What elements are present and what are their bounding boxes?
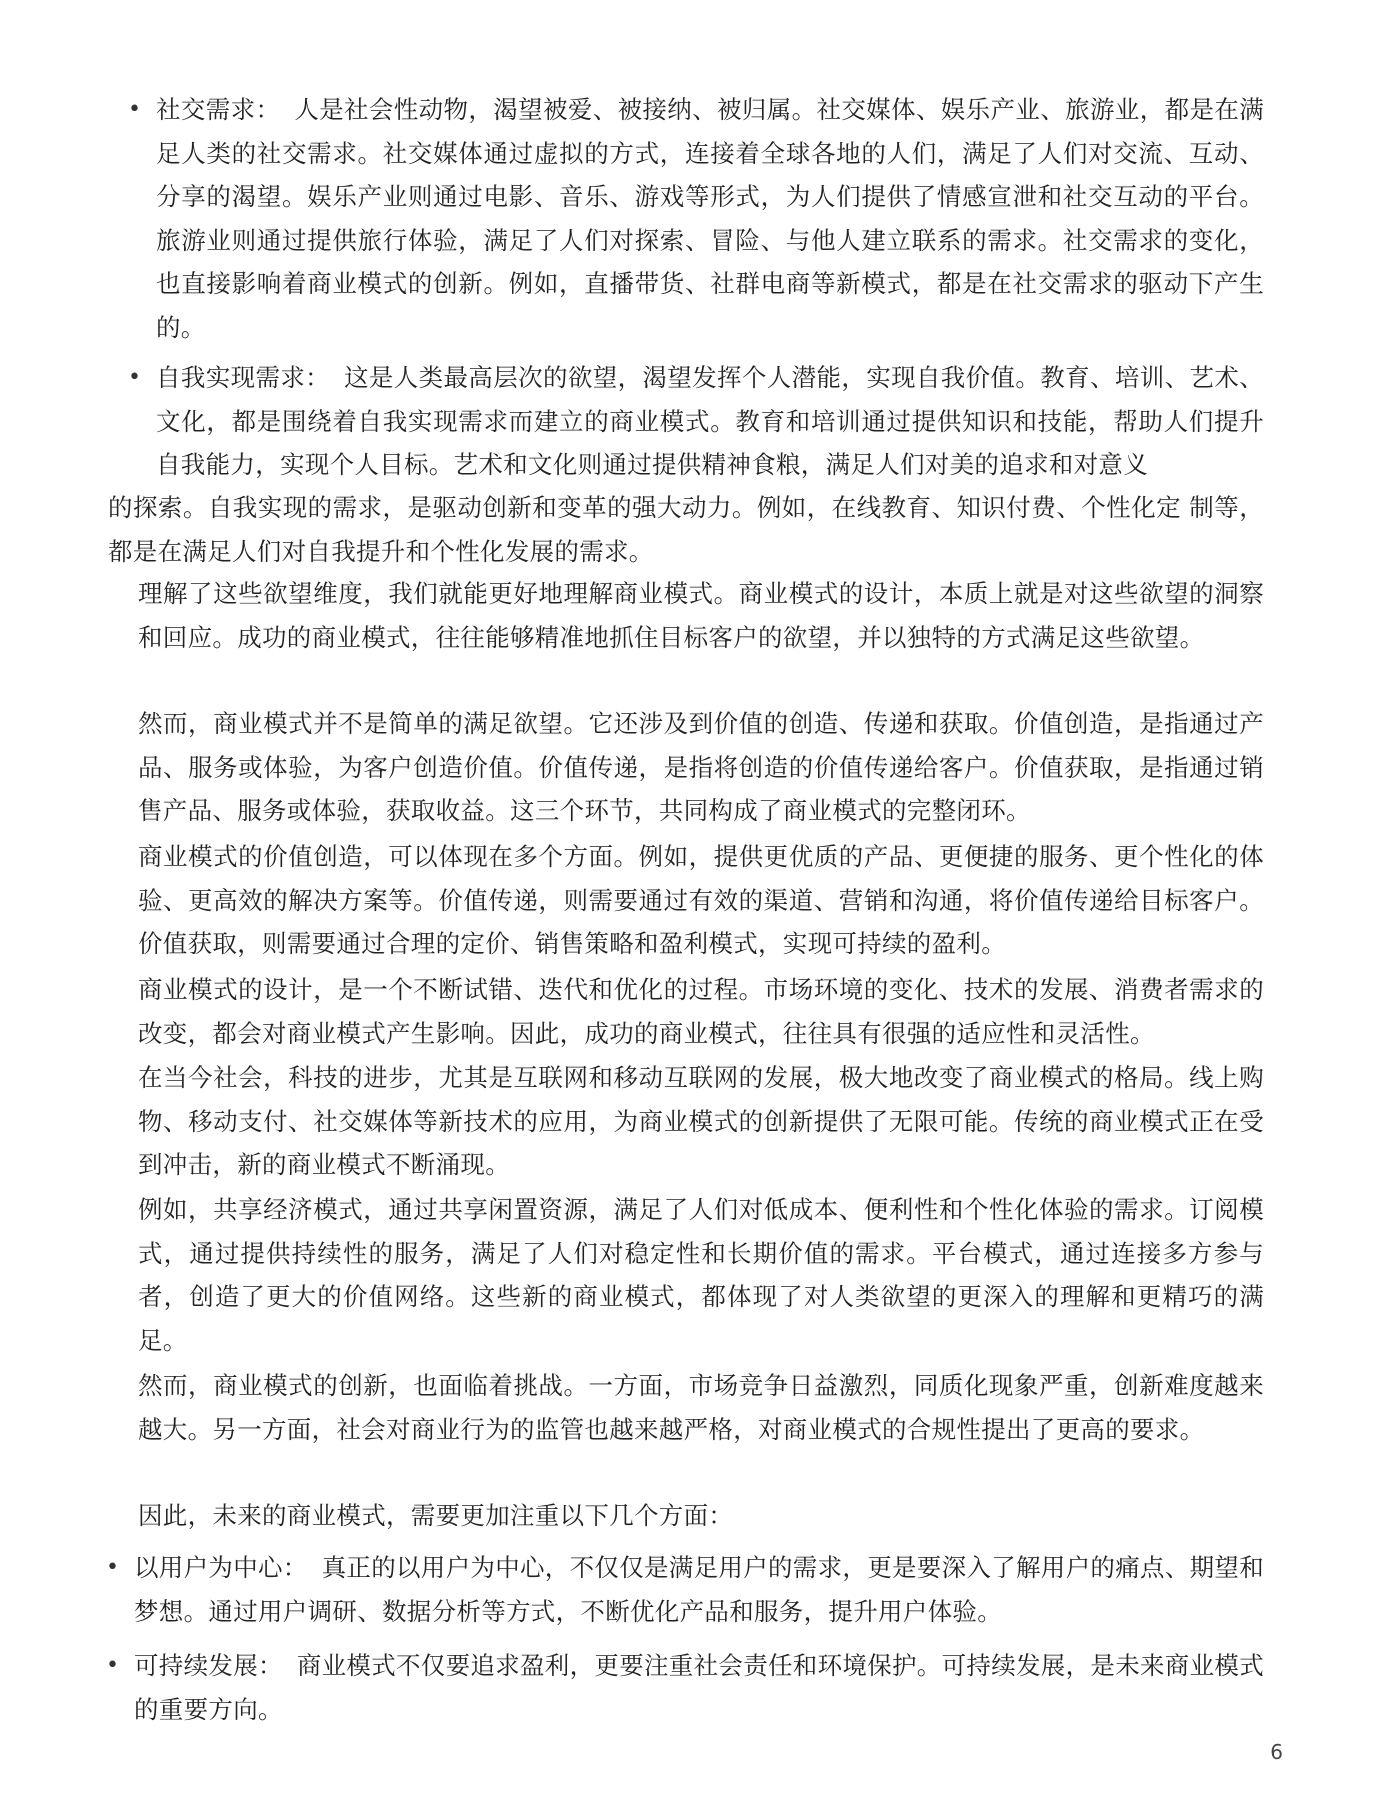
body-paragraph: 商业模式的价值创造，可以体现在多个方面。例如，提供更优质的产品、更便捷的服务、更个性化的体验、更高效的解决方案等。价值传递，则需要通过有效的渠道、营销和沟通，将价值传递给目标客户。价值获取，则需要通过合理的定价、销售策略和盈利模式，实现可持续的盈利。 <box>138 842 1264 958</box>
bullet-body: 商业模式不仅要追求盈利，更要注重社会责任和环境保护。可持续发展，是未来商业模式的重要方向。 <box>134 1651 1265 1724</box>
bullet-paragraph <box>134 1546 1264 1633</box>
bullet-label: 可持续发展： <box>134 1651 283 1680</box>
bullet-marker: • <box>128 97 141 122</box>
body-paragraph: 然而，商业模式的创新，也面临着挑战。一方面，市场竞争日益激烈，同质化现象严重，创新难度越来越大。另一方面，社会对商业行为的监管也越来越严格，对商业模式的合规性提出了更高的要求。 <box>138 1371 1264 1444</box>
page-number: 6 <box>1270 1740 1283 1764</box>
body-paragraph: 在当今社会，科技的进步，尤其是互联网和移动互联网的发展，极大地改变了商业模式的格局。线上购物、移动支付、社交媒体等新技术的应用，为商业模式的创新提供了无限可能。传统的商业模式正在受到冲击，新的商业模式不断涌现。 <box>138 1063 1264 1179</box>
bullet-marker: • <box>106 1555 119 1580</box>
bullet-paragraph <box>134 1644 1264 1731</box>
bullet-body: 人是社会性动物，渴望被爱、被接纳、被归属。社交媒体、娱乐产业、旅游业，都是在满足人类的社交需求。社交媒体通过虚拟的方式，连接着全球各地的人们，满足了人们对交流、互动、分享的渴望。娱乐产业则通过电影、音乐、游戏等形式，为人们提供了情感宣泄和社交互动的平台。旅游业则通过提供旅行体验，满足了人们对探索、冒险、与他人建立联系的需求。社交需求的变化，也直接影响着商业模式的创新。例如，直播带货、社群电商等新模式，都是在社交需求的驱动下产生的。 <box>156 95 1264 342</box>
body-paragraph: 理解了这些欲望维度，我们就能更好地理解商业模式。商业模式的设计，本质上就是对这些欲望的洞察和回应。成功的商业模式，往往能够精准地抓住目标客户的欲望，并以独特的方式满足这些欲望。 <box>138 579 1264 652</box>
body-paragraph: 因此，未来的商业模式，需要更加注重以下几个方面： <box>138 1501 734 1530</box>
body-paragraph: 例如，共享经济模式，通过共享闲置资源，满足了人们对低成本、便利性和个性化体验的需求。订阅模式，通过提供持续性的服务，满足了人们对稳定性和长期价值的需求。平台模式，通过连接多方参与者，创造了更大的价值网络。这些新的商业模式，都体现了对人类欲望的更深入的理解和更精巧的满足。 <box>138 1195 1264 1355</box>
bullet-body: 真正的以用户为中心，不仅仅是满足用户的需求，更是要深入了解用户的痛点、期望和梦想。通过用户调研、数据分析等方式，不断优化产品和服务，提升用户体验。 <box>134 1553 1265 1626</box>
continuation-paragraph: 的探索。自我实现的需求，是驱动创新和变革的强大动力。例如，在线教育、知识付费、个性化定 制等，都是在满足人们对自我提升和个性化发展的需求。 <box>108 493 1264 566</box>
bullet-body: 这是人类最高层次的欲望，渴望发挥个人潜能，实现自我价值。教育、培训、艺术、文化，都是围绕着自我实现需求而建立的商业模式。教育和培训通过提供知识和技能，帮助人们提升自我能力，实现个人目标。艺术和文化则通过提供精神食粮，满足人们对美的追求和对意义 <box>156 363 1264 479</box>
bullet-label: 以用户为中心： <box>134 1553 308 1582</box>
bullet-paragraph <box>156 88 1264 349</box>
bullet-label: 社交需求： <box>156 95 281 124</box>
bullet-label: 自我实现需求： <box>156 363 331 392</box>
bullet-marker: • <box>128 365 141 390</box>
body-paragraph: 然而，商业模式并不是简单的满足欲望。它还涉及到价值的创造、传递和获取。价值创造，是指通过产品、服务或体验，为客户创造价值。价值传递，是指将创造的价值传递给客户。价值获取，是指通过销售产品、服务或体验，获取收益。这三个环节，共同构成了商业模式的完整闭环。 <box>138 709 1264 825</box>
bullet-marker: • <box>106 1653 119 1678</box>
body-paragraph: 商业模式的设计，是一个不断试错、迭代和优化的过程。市场环境的变化、技术的发展、消费者需求的改变，都会对商业模式产生影响。因此，成功的商业模式，往往具有很强的适应性和灵活性。 <box>138 975 1264 1048</box>
bullet-paragraph <box>156 356 1264 487</box>
